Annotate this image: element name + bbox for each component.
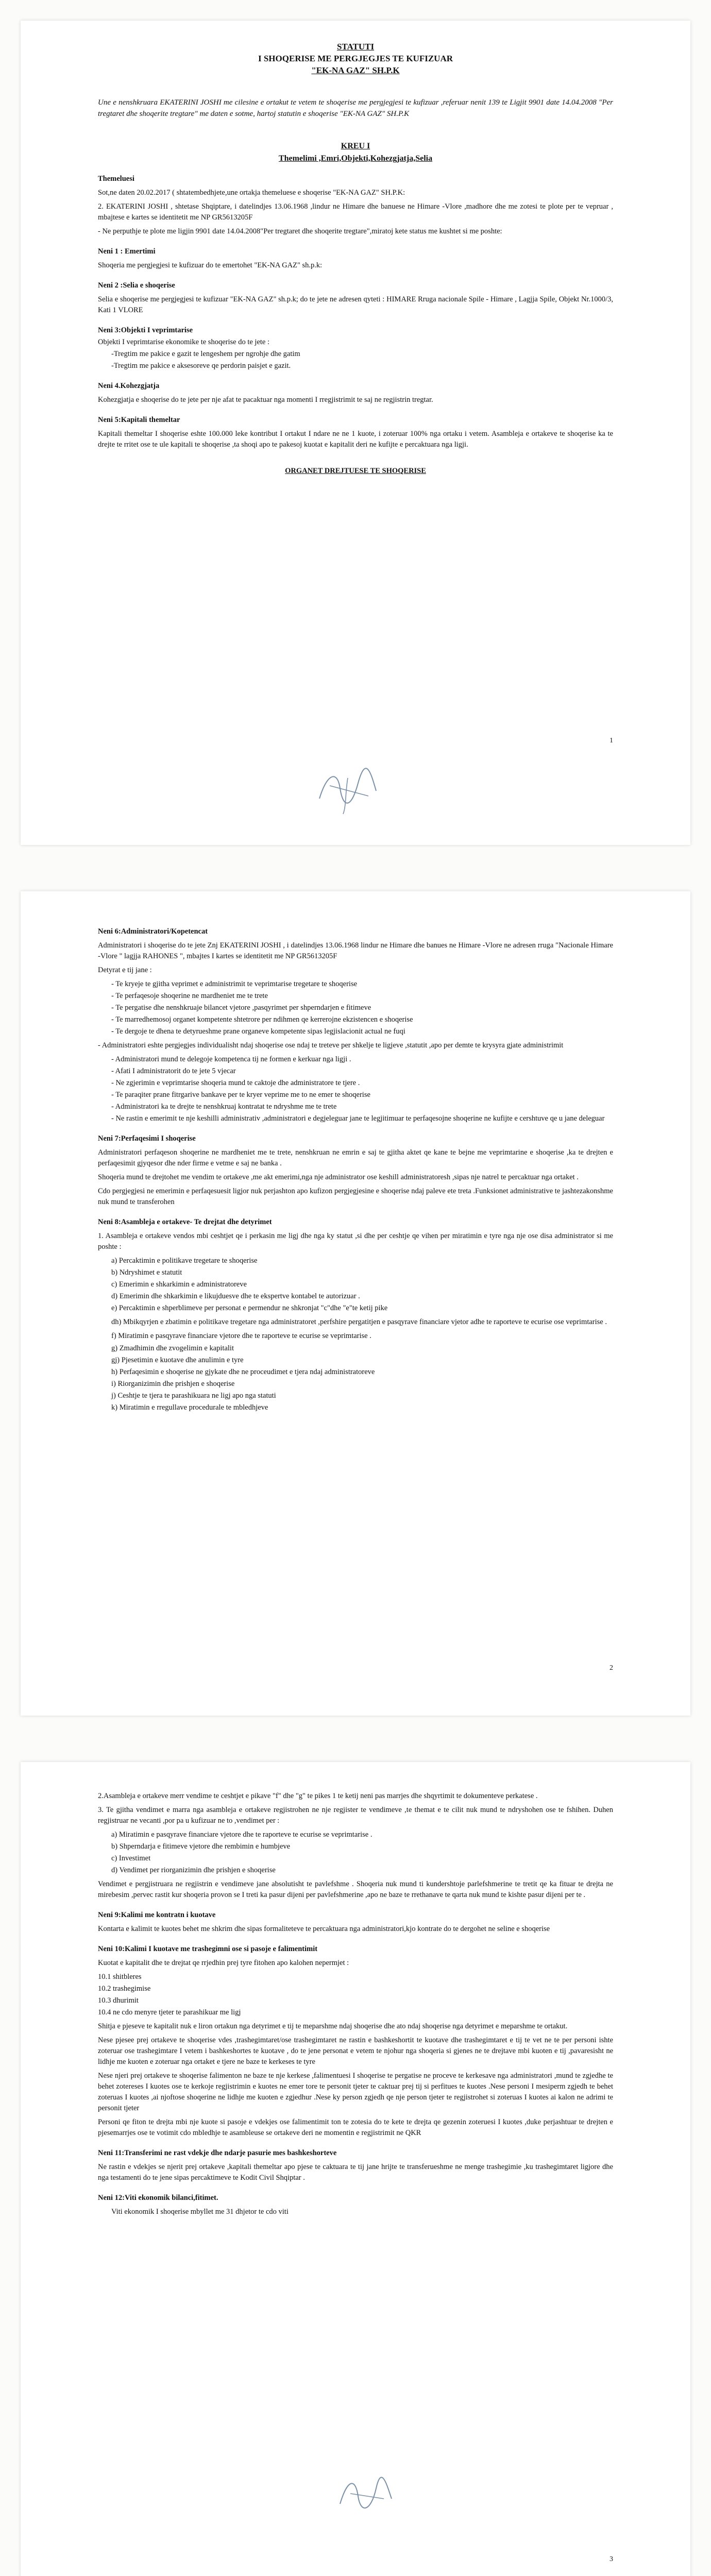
article-3-line: -Tregtim me pakice e gazit te lengeshem per ngrohje dhe gatim (111, 349, 300, 358)
article-8-item: a) Percaktimin e politikave tregetare te shoqerise (111, 1257, 258, 1265)
chapter-title: Themelimi ,Emri,Objekti,Kohezgjatja,Selia (278, 154, 433, 163)
article-8-continued: Vendimet e pergjistruara ne regjistrin e vendimeve jane absolutisht te pavlefshme . Shoqeria nuk mund ti kundershtoje parlefshmerine te tretit qe ka fituar te drejta ne mirebesim ,pervec rastit kur shoqeria provon se I treti ka pasur dijeni per pavlefshmerine ,apo ne baze te rrethanave te qarta nuk mund te kishte pasur dijeni per te . (98, 1880, 613, 1900)
article-10-paragraph: Personi qe fiton te drejta mbi nje kuote si pasoje e vdekjes ose falimentimit ton te zotesia do te kete te drejta qe gezenin zoteruesi I kuotes ,duke perjashtuar te drejten e pjesemarrjes ose te votimit cdo mbledhje te asambleuse se ortakeve deri ne momentin e regjistrimit ne QKR (98, 2118, 613, 2138)
article-10-item: 10.2 trashegimise (98, 1985, 151, 1993)
founder-paragraph-2: 2. EKATERINI JOSHI , shtetase Shqiptare, i datelindjes 13.06.1968 ,lindur ne Himare dhe banuese ne Himare -Vlore ,madhore dhe me zotesi te plote per te vepruar , mbajtese e kartes se identitetit me NP GR5613205F (98, 202, 613, 222)
article-10-paragraph: Nese njeri prej ortakeve te shoqerise falimenton ne baze te nje kerkese ,falimentuesi I shoqerise te pergatise ne proceve te kerkesave nga administratori ,mund te zgjedhe te behet zotereses I kuotes ose te kerkoje regjistrimin e kuotes ne emer tore te personit tjeter te caktuar prej tij si perfitues te kuotes .Nese personi I mesiperm zgjedh te behet zoteruas I kuotes ,ai njoftose shoqerine ne lidhje me kuoten e zgjedhur .Nese ky person zgjedh qe nje person tjeter te regjistrohet si zoteruas I kuotes ai kalon ne adrimi te personit tjeter (98, 2072, 613, 2113)
decision-item: b) Shperndarja e fitimeve vjetore dhe rembimin e humbjeve (111, 1842, 291, 1851)
article-10-item: 10.3 dhurimit (98, 1996, 139, 2005)
article-6-paragraph: - Administratori eshte pergjegjes individualisht ndaj shoqerise ose ndaj te treteve per shkelje te ligjeve ,statutit ,apo per demte te krysyra gjate administrimit (98, 1041, 564, 1050)
founder-paragraph-1: Sot,ne daten 20.02.2017 ( shtatembedhjete,une ortakja themeluese e shoqerise "EK-NA GAZ" SH.P.K: (98, 188, 405, 197)
article-10-heading: Neni 10:Kalimi I kuotave me trashegimni ose si pasoje e falimentimit (98, 1945, 318, 1954)
article-6-heading: Neni 6:Administratori/Kopetencat (98, 927, 208, 936)
article-7-paragraph: Cdo pergjegjesi ne emerimin e perfaqesuesit ligjor nuk perjashton apo kufizon pergjegjesine e shoqerise ndaj paleve ete treta .Funksionet administrative te jashtezakonshme nuk mund te transferohen (98, 1187, 613, 1207)
article-2-heading: Neni 2 :Selia e shoqerise (98, 281, 175, 290)
article-5-heading: Neni 5:Kapitali themeltar (98, 415, 180, 424)
article-3-line: -Tregtim me pakice e aksesoreve qe perdorin paisjet e gazit. (111, 361, 291, 370)
article-12-text: Viti ekonomik I shoqerise mbyllet me 31 dhjetor te cdo viti (111, 2208, 289, 2216)
article-8-item: c) Emerimin e shkarkimin e administratoreve (111, 1280, 247, 1289)
doc-title: STATUTI (336, 42, 375, 52)
article-8-item: e) Percaktimin e shperblimeve per personat e permendur ne shkronjat "c"dhe "e"te ketij pike (111, 1304, 388, 1313)
article-10-paragraph: Shitja e pjeseve te kapitalit nuk e liron ortakun nga detyrimet e tij te meparshme ndaj shoqerise dhe ato ndaj shoqerise nga detyrimet e meparshme te ortakut. (98, 2022, 568, 2031)
duty-item: - Te kryeje te gjitha veprimet e administrimit te veprimtarise tregetare te shoqerise (111, 980, 358, 989)
page-number: 3 (610, 2555, 613, 2563)
page-1 (21, 21, 690, 845)
governing-bodies-heading: ORGANET DREJTUESE TE SHOQERISE (285, 466, 426, 475)
handwritten-signature (309, 762, 386, 819)
article-10-paragraph: Kuotat e kapitalit dhe te drejtat qe rrjedhin prej tyre fitohen apo kalohen nepermjet : (98, 1959, 349, 1968)
article-1-heading: Neni 1 : Emertimi (98, 247, 156, 256)
decision-item: c) Investimet (111, 1854, 151, 1863)
page-number: 1 (610, 737, 613, 744)
article-8-paragraph: dh) Mbikqyrjen e zbatimin e politikave tregetare nga administratoret ,perfshire pergatitjen e pasqyrave financiare vjetor adhe te raporteve te ecurise ose veprimtarise . (111, 1318, 607, 1327)
article-4-text: Kohezgjatja e shoqerise do te jete per nje afat te pacaktuar nga momenti I rregjistrimit te saj ne regjistrin tregtar. (98, 395, 433, 404)
article-12-heading: Neni 12:Viti ekonomik bilanci,fitimet. (98, 2194, 218, 2202)
article-3-line: Objekti I veprimtarise ekonomike te shoqerise do te jete : (98, 337, 269, 346)
article-3-heading: Neni 3:Objekti I veprimtarise (98, 326, 193, 334)
article-1-text: Shoqeria me pergjegjesi te kufizuar do te emertohet "EK-NA GAZ" sh.p.k: (98, 261, 323, 269)
doc-subtitle: I SHOQERISE ME PERGJEGJES TE KUFIZUAR (258, 53, 453, 63)
decision-item: d) Vendimet per riorganizimin dhe prishjen e shoqerise (111, 1866, 276, 1875)
article-8-continued: 2.Asambleja e ortakeve merr vendime te ceshtjet e pikave "f" dhe "g" te pikes 1 te ketij neni pas marrjes dhe shqyrtimit te dokumenteve perkatese . (98, 1792, 538, 1800)
article-10-item: 10.4 ne cdo menyre tjeter te parashikuar me ligj (98, 2008, 241, 2017)
duty-item: - Te marredhemosoj organet kompetente shtetrore per ndihmen qe kerrerojne ekzistencen e shoqerise (111, 1015, 413, 1024)
article-4-heading: Neni 4.Kohezgjatja (98, 381, 160, 390)
article-8-heading: Neni 8:Asambleja e ortakeve- Te drejtat dhe detyrimet (98, 1218, 272, 1227)
article-8-item: k) Miratimin e rregullave procedurale te mbledhjeve (111, 1403, 268, 1412)
article-8-item: d) Emerimin dhe shkarkimin e likujduesve dhe te ekspertve kontabel te autorizuar . (111, 1292, 360, 1301)
duty-item: - Afati I administratorit do te jete 5 vjecar (111, 1067, 236, 1076)
duty-item: - Te pergatise dhe nenshkruaje bilancet vjetore ,pasqyrimet per shperndarjen e fitimeve (111, 1004, 371, 1012)
duty-item: - Te paraqiter prane fitrgarive bankave per te kryer veprime me to ne emer te shoqerise (111, 1091, 370, 1099)
article-8-item: j) Ceshtje te tjera te parashikuara ne ligj apo nga statuti (111, 1391, 276, 1400)
page-2 (21, 891, 690, 1716)
statute-title-block (98, 41, 613, 77)
page-3 (21, 1762, 690, 2576)
article-8-paragraph: 1. Asambleja e ortakeve vendos mbi ceshtjet qe i perkasin me ligj dhe nga ky statut ,si dhe per ceshtje qe vihen per miratimin e tyre nga nje ose disa administrator si me poshte : (98, 1232, 613, 1251)
article-10-item: 10.1 shitbleres (98, 1973, 142, 1981)
article-8-item: i) Riorganizimin dhe prishjen e shoqerise (111, 1379, 235, 1388)
decision-item: a) Miratimin e pasqyrave financiare vjetore dhe te raporteve te ecurise se veprimtarise . (111, 1831, 373, 1839)
duty-item: - Administratori mund te delegoje kompetenca tij ne formen e kerkuar nga ligji . (111, 1055, 351, 1064)
article-8-continued: 3. Te gjitha vendimet e marra nga asambleja e ortakeve regjistrohen ne nje regjister te vendimeve ,te themat e te cilit nuk mund te ndryshohen ose te fshihen. Duhen regjistruar ne vecanti ,por pa u kufizuar ne to ,vendimet per : (98, 1806, 613, 1825)
article-7-paragraph: Shoqeria mund te drejtohet me vendim te ortakeve ,me akt emerimi,nga nje administrator ose keshill administratoresh ,sipas nje natrel te percaktuar nga ortaket . (98, 1173, 579, 1182)
article-8-item: b) Ndryshimet e statutit (111, 1268, 182, 1277)
intro-paragraph: Une e nenshkruara EKATERINI JOSHI me cilesine e ortakut te vetem te shoqerise me pergjegjesi te kufizuar ,referuar nenit 139 te Ligjit 9901 date 14.04.2008 "Per tregtaret dhe shoqerite tregtare" me daten e sotme, hartoj statutin e shoqerise "EK-NA GAZ" SH.P.K (98, 98, 613, 118)
handwritten-signature (335, 2473, 397, 2514)
page-number: 2 (610, 1664, 613, 1672)
article-8-item: h) Perfaqesimin e shoqerise ne gjykate dhe ne proceudimet e tjera ndaj administratoreve (111, 1367, 375, 1376)
article-8-item: g) Zmadhimin dhe zvogelimin e kapitalit (111, 1344, 234, 1352)
article-8-item: gj) Pjesetimin e kuotave dhe anulimin e tyre (111, 1355, 244, 1364)
duty-item: - Administratori ka te drejte te nenshkruaj kontratat te ndryshme me te trete (111, 1103, 337, 1111)
article-2-text: Selia e shoqerise me pergjegjesi te kufizuar "EK-NA GAZ" sh.p.k; do te jete ne adresen qyteti : HIMARE Rruga nacionale Spile - Himare , Lagjja Spile, Objekt Nr.1000/3, Kati 1 VLORE (98, 295, 613, 314)
article-6-paragraph: Detyrat e tij jane : (98, 966, 152, 975)
article-8-item: f) Miratimin e pasqyrave financiare vjetore dhe te raporteve te ecurise se veprimtarise . (111, 1332, 371, 1341)
article-7-heading: Neni 7:Perfaqesimi I shoqerise (98, 1134, 196, 1143)
founder-paragraph-3: - Ne perputhje te plote me ligjin 9901 date 14.04.2008"Per tregtaret dhe shoqerite tregtare",miratoj kete status me kushtet si me poshte: (98, 227, 502, 235)
article-11-heading: Neni 11:Transferimi ne rast vdekje dhe ndarje pasurie mes bashkeshorteve (98, 2149, 337, 2158)
article-6-paragraph: Administratori i shoqerise do te jete Znj EKATERINI JOSHI , i datelindjes 13.06.1968 lindur ne Himare dhe banues ne Himare -Vlore ne adresen rruga "Nacionale Himare -Vlore " lagjja RAHONES ", mbajtes I kartes se identitetit me NP GR5613205F (98, 941, 613, 961)
duty-item: - Te perfaqesoje shoqerine ne mardheniet me te trete (111, 992, 268, 1001)
article-10-paragraph: Nese pjesee prej ortakeve te shoqerise vdes ,trashegimtaret/ose trashegimtaret ne rastin e bashkeshortit te kuotave dhe trashegimtaret e tij te vet ne te per personi ishte zoteruar ose trashegimtare I vetem i bashkeshortes te kuotave , do te jene personat e vetem te njohur nga shoqeria si gjenes ne te drejtave mbi kuoten e tij ,pavaresisht ne lidhje me kuoten e zoteruar nga ortaket e tjere ne baze te kerkeses te tyre (98, 2036, 613, 2066)
duty-item: - Ne rastin e emerimit te nje keshilli administrativ ,administratori e degjeleguar jane te legjitimuar te perfaqesojne shoqerine ne kufijte e cershtuve qe u jane deleguar (111, 1114, 605, 1123)
chapter-number: KREU I (341, 142, 370, 151)
article-9-text: Kontarta e kalimit te kuotes behet me shkrim dhe sipas formaliteteve te percaktuara nga administratori,kjo kontrate do te dergohet ne seline e shoqerise (98, 1925, 550, 1934)
section-heading-founder: Themeluesi (98, 174, 134, 183)
duty-item: - Ne zgjerimin e veprimtarise shoqeria mund te caktoje dhe administratore te tjere . (111, 1079, 360, 1088)
article-7-paragraph: Administratori perfaqeson shoqerine ne mardheniet me te trete, nenshkruan ne emrin e saj te gjitha aktet qe kane te bejne me veprimtarine e shoqerise ,ka te drejten e perfaqesimit gjyqesor dhe nder firme e vetme e saj ne banka . (98, 1148, 613, 1168)
article-11-text: Ne rastin e vdekjes se njerit prej ortakeve ,kapitali themeltar apo pjese te caktuara te tij jane hrijte te transferueshme ne menge trashegimie ,ku trashegimtaret ligjore dhe nga testamenti do te jene sipas percaktimeve te Kodit Civil Shqiptar . (98, 2163, 613, 2182)
duty-item: - Te dergoje te dhena te detyrueshme prane organeve kompetente sipas legjislacionit actual ne fuqi (111, 1027, 405, 1036)
article-5-text: Kapitali themeltar I shoqerise eshte 100.000 leke kontribut I ortakut I ndare ne ne 1 kuote, i zoteruar 100% nga ortaku i vetem. Asambleja e ortakeve te shoqerise ka te drejte te rritet ose te ule kapitali te shoqerise ,ta shoqi apo te pakesoj kuotat e kapitalit deri ne kufijte e percaktuara nga ligji. (98, 429, 613, 449)
article-9-heading: Neni 9:Kalimi me kontratn i kuotave (98, 1911, 216, 1920)
chapter-heading (98, 140, 613, 164)
company-name: "EK-NA GAZ" SH.P.K (311, 65, 400, 75)
